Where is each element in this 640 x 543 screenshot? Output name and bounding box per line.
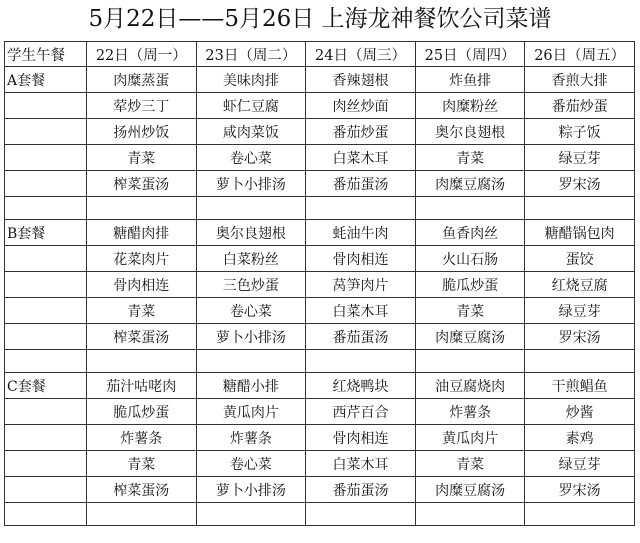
- dish-cell: 番茄炒蛋: [306, 119, 416, 145]
- dish-cell: 白菜木耳: [306, 298, 416, 324]
- dish-cell: 咸肉菜饭: [196, 119, 306, 145]
- empty-cell: [5, 399, 87, 425]
- table-row: [5, 145, 635, 171]
- dish-cell: 荤炒三丁: [87, 93, 197, 119]
- dish-cell: 脆瓜炒蛋: [415, 272, 525, 298]
- empty-cell: [5, 119, 87, 145]
- table-row: [5, 399, 635, 425]
- dish-cell: 蚝油牛肉: [306, 220, 416, 246]
- dish-cell: 奥尔良翅根: [196, 220, 306, 246]
- empty-cell: [5, 171, 87, 197]
- dish-cell: 炒酱: [525, 399, 635, 425]
- dish-cell: 炸薯条: [415, 399, 525, 425]
- dish-cell: 黄瓜肉片: [196, 399, 306, 425]
- empty-cell: [87, 197, 197, 220]
- header-cell-day: 22日（周一）: [87, 42, 197, 67]
- dish-cell: 炸薯条: [87, 425, 197, 451]
- header-cell-day: 23日（周二）: [196, 42, 306, 67]
- dish-cell: 番茄炒蛋: [525, 93, 635, 119]
- spacer-row: [5, 350, 635, 373]
- empty-cell: [5, 425, 87, 451]
- dish-cell: 香辣翅根: [306, 67, 416, 93]
- empty-cell: [5, 93, 87, 119]
- empty-cell: [5, 197, 87, 220]
- dish-cell: 榨菜蛋汤: [87, 171, 197, 197]
- dish-cell: 蛋饺: [525, 246, 635, 272]
- dish-cell: 绿豆芽: [525, 298, 635, 324]
- dish-cell: 萝卜小排汤: [196, 171, 306, 197]
- dish-cell: 番茄蛋汤: [306, 324, 416, 350]
- dish-cell: 卷心菜: [196, 145, 306, 171]
- set-name-cell: B套餐: [5, 220, 87, 246]
- spacer-row: [5, 197, 635, 220]
- dish-cell: 肉丝炒面: [306, 93, 416, 119]
- dish-cell: 青菜: [415, 451, 525, 477]
- dish-cell: 榨菜蛋汤: [87, 477, 197, 503]
- empty-cell: [5, 246, 87, 272]
- dish-cell: 茄汁咕咾肉: [87, 373, 197, 399]
- dish-cell: 白菜木耳: [306, 145, 416, 171]
- dish-cell: 炸薯条: [196, 425, 306, 451]
- dish-cell: 油豆腐烧肉: [415, 373, 525, 399]
- dish-cell: 鱼香肉丝: [415, 220, 525, 246]
- dish-cell: 骨肉相连: [87, 272, 197, 298]
- empty-cell: [196, 197, 306, 220]
- dish-cell: 青菜: [87, 298, 197, 324]
- table-row: [5, 67, 635, 93]
- empty-cell: [196, 503, 306, 526]
- dish-cell: 西芹百合: [306, 399, 416, 425]
- table-row: [5, 324, 635, 350]
- header-cell-day: 24日（周三）: [306, 42, 416, 67]
- dish-cell: 肉糜粉丝: [415, 93, 525, 119]
- dish-cell: 三色炒蛋: [196, 272, 306, 298]
- dish-cell: 白菜木耳: [306, 451, 416, 477]
- empty-cell: [87, 503, 197, 526]
- dish-cell: 青菜: [87, 145, 197, 171]
- dish-cell: 卷心菜: [196, 298, 306, 324]
- dish-cell: 番茄蛋汤: [306, 477, 416, 503]
- header-cell-meal: 学生午餐: [5, 42, 87, 67]
- dish-cell: 红烧鸭块: [306, 373, 416, 399]
- empty-cell: [5, 503, 87, 526]
- menu-table-body: [5, 42, 635, 526]
- empty-cell: [87, 350, 197, 373]
- dish-cell: 奥尔良翅根: [415, 119, 525, 145]
- dish-cell: 黄瓜肉片: [415, 425, 525, 451]
- dish-cell: 青菜: [87, 451, 197, 477]
- dish-cell: 肉糜蒸蛋: [87, 67, 197, 93]
- table-row: [5, 93, 635, 119]
- header-row: [5, 42, 635, 67]
- empty-cell: [5, 451, 87, 477]
- dish-cell: 青菜: [415, 145, 525, 171]
- dish-cell: 干煎鲳鱼: [525, 373, 635, 399]
- empty-cell: [415, 197, 525, 220]
- table-row: [5, 373, 635, 399]
- dish-cell: 莴笋肉片: [306, 272, 416, 298]
- empty-cell: [306, 350, 416, 373]
- empty-cell: [5, 298, 87, 324]
- empty-cell: [415, 503, 525, 526]
- page-title: 5月22日——5月26日 上海龙神餐饮公司菜谱: [88, 6, 552, 32]
- empty-cell: [5, 477, 87, 503]
- menu-table: [4, 41, 635, 526]
- table-row: [5, 298, 635, 324]
- dish-cell: 绿豆芽: [525, 145, 635, 171]
- dish-cell: 糖醋肉排: [87, 220, 197, 246]
- empty-cell: [5, 324, 87, 350]
- dish-cell: 番茄蛋汤: [306, 171, 416, 197]
- dish-cell: 花菜肉片: [87, 246, 197, 272]
- table-row: [5, 220, 635, 246]
- dish-cell: 卷心菜: [196, 451, 306, 477]
- dish-cell: 罗宋汤: [525, 171, 635, 197]
- set-name-cell: A套餐: [5, 67, 87, 93]
- dish-cell: 脆瓜炒蛋: [87, 399, 197, 425]
- dish-cell: 糖醋锅包肉: [525, 220, 635, 246]
- dish-cell: 萝卜小排汤: [196, 324, 306, 350]
- dish-cell: 绿豆芽: [525, 451, 635, 477]
- spacer-row: [5, 503, 635, 526]
- empty-cell: [5, 350, 87, 373]
- dish-cell: 榨菜蛋汤: [87, 324, 197, 350]
- table-row: [5, 119, 635, 145]
- empty-cell: [5, 145, 87, 171]
- header-cell-day: 25日（周四）: [415, 42, 525, 67]
- dish-cell: 骨肉相连: [306, 425, 416, 451]
- dish-cell: 肉糜豆腐汤: [415, 171, 525, 197]
- dish-cell: 素鸡: [525, 425, 635, 451]
- dish-cell: 萝卜小排汤: [196, 477, 306, 503]
- dish-cell: 骨肉相连: [306, 246, 416, 272]
- dish-cell: 罗宋汤: [525, 324, 635, 350]
- table-row: [5, 171, 635, 197]
- dish-cell: 白菜粉丝: [196, 246, 306, 272]
- empty-cell: [306, 503, 416, 526]
- dish-cell: 罗宋汤: [525, 477, 635, 503]
- dish-cell: 炸鱼排: [415, 67, 525, 93]
- dish-cell: 虾仁豆腐: [196, 93, 306, 119]
- empty-cell: [196, 350, 306, 373]
- dish-cell: 红烧豆腐: [525, 272, 635, 298]
- header-cell-day: 26日（周五）: [525, 42, 635, 67]
- empty-cell: [5, 272, 87, 298]
- table-row: [5, 425, 635, 451]
- dish-cell: 粽子饭: [525, 119, 635, 145]
- table-row: [5, 246, 635, 272]
- empty-cell: [525, 350, 635, 373]
- table-row: [5, 272, 635, 298]
- dish-cell: 肉糜豆腐汤: [415, 477, 525, 503]
- set-name-cell: C套餐: [5, 373, 87, 399]
- table-row: [5, 477, 635, 503]
- table-row: [5, 451, 635, 477]
- dish-cell: 扬州炒饭: [87, 119, 197, 145]
- empty-cell: [525, 197, 635, 220]
- empty-cell: [306, 197, 416, 220]
- dish-cell: 糖醋小排: [196, 373, 306, 399]
- dish-cell: 青菜: [415, 298, 525, 324]
- dish-cell: 肉糜豆腐汤: [415, 324, 525, 350]
- dish-cell: 香煎大排: [525, 67, 635, 93]
- empty-cell: [415, 350, 525, 373]
- dish-cell: 火山石肠: [415, 246, 525, 272]
- empty-cell: [525, 503, 635, 526]
- dish-cell: 美味肉排: [196, 67, 306, 93]
